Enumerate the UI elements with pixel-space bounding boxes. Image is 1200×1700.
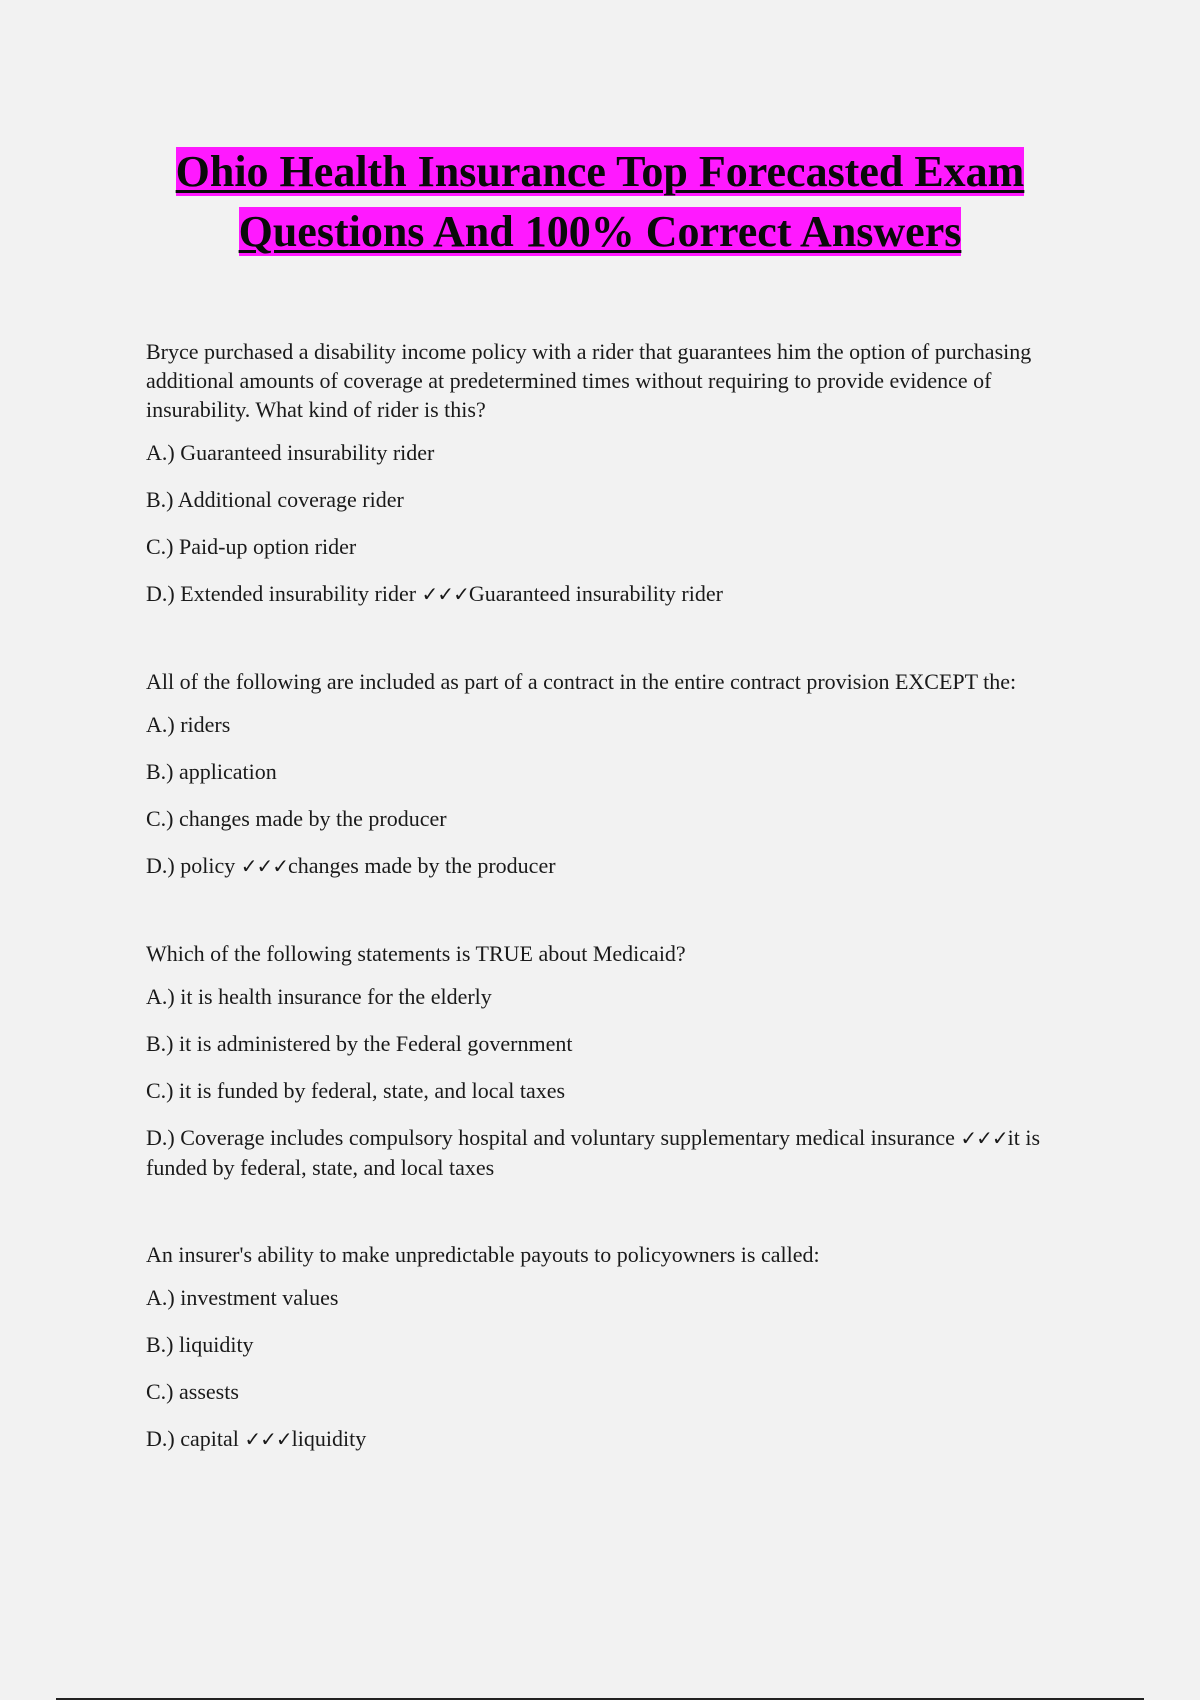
question-block-3	[146, 939, 1046, 1182]
answer-text: changes made by the producer	[287, 853, 556, 878]
option-b: B.) Additional coverage rider	[146, 487, 404, 512]
option-d	[146, 1123, 1046, 1182]
answer-text: it is funded by federal, state, and local taxes	[146, 1125, 1041, 1180]
document-title	[140, 142, 1060, 262]
option-a: A.) it is health insurance for the elderly	[146, 984, 492, 1009]
questions-list	[146, 337, 1046, 1512]
option-a: A.) riders	[146, 712, 231, 737]
option-d	[146, 851, 1046, 881]
option-b: B.) liquidity	[146, 1332, 254, 1357]
checkmark-icon: ✓✓✓	[960, 1126, 1008, 1150]
answer-text: liquidity	[291, 1426, 367, 1451]
question-block-2	[146, 667, 1046, 881]
document-title-text: Ohio Health Insurance Top Forecasted Exam Questions And 100% Correct Answers	[175, 147, 1025, 256]
option-d	[146, 579, 1046, 609]
option-c: C.) Paid-up option rider	[146, 534, 357, 559]
option-b: B.) application	[146, 759, 277, 784]
checkmark-icon: ✓✓✓	[421, 582, 469, 606]
option-a: A.) investment values	[146, 1285, 339, 1310]
question-text: Bryce purchased a disability income policy with a rider that guarantees him the option of purchasing additional amounts of coverage at predetermined times without requiring to provide evidence of insurability. What kind of rider is this?	[146, 339, 1032, 422]
option-d-text: D.) policy	[146, 853, 241, 878]
checkmark-icon: ✓✓✓	[240, 854, 288, 878]
option-d-text: D.) Coverage includes compulsory hospital and voluntary supplementary medical insurance	[146, 1125, 961, 1150]
answer-text: Guaranteed insurability rider	[468, 581, 723, 606]
option-d-text: D.) Extended insurability rider	[146, 581, 422, 606]
option-b: B.) it is administered by the Federal government	[146, 1031, 573, 1056]
question-text: An insurer's ability to make unpredictable payouts to policyowners is called:	[146, 1242, 820, 1267]
option-d	[146, 1424, 1046, 1454]
question-text: Which of the following statements is TRUE about Medicaid?	[146, 941, 686, 966]
question-block-1	[146, 337, 1046, 609]
question-text: All of the following are included as part of a contract in the entire contract provision EXCEPT the:	[146, 669, 1017, 694]
option-a: A.) Guaranteed insurability rider	[146, 440, 435, 465]
option-d-text: D.) capital	[146, 1426, 245, 1451]
option-c: C.) assests	[146, 1379, 239, 1404]
option-c: C.) changes made by the producer	[146, 806, 447, 831]
checkmark-icon: ✓✓✓	[244, 1427, 292, 1451]
question-block-4	[146, 1240, 1046, 1454]
option-c: C.) it is funded by federal, state, and local taxes	[146, 1078, 566, 1103]
